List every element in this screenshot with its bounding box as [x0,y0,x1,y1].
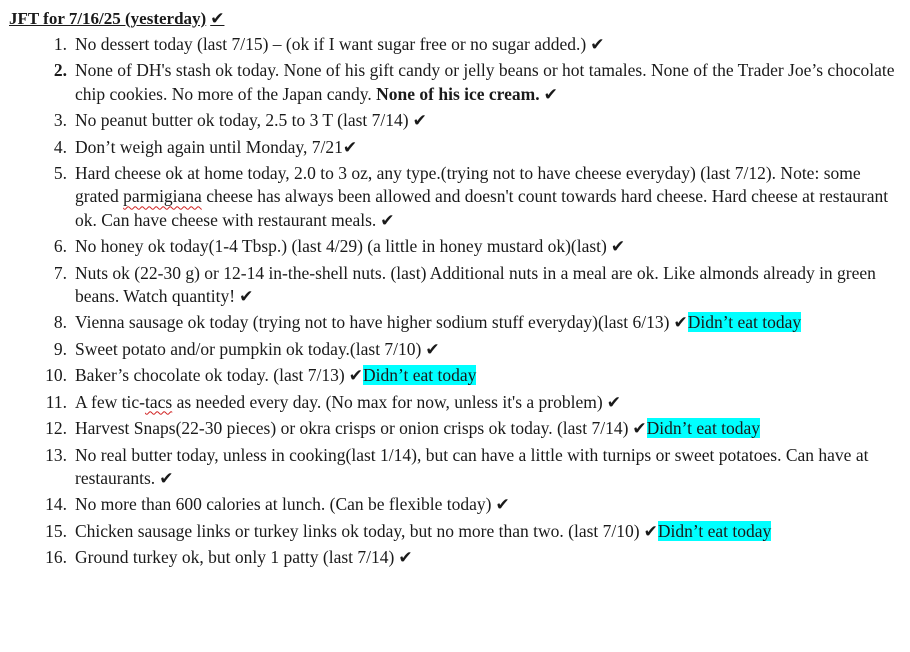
item-text-cont: cheese has always been allowed and doesn't count towards hard cheese. Hard cheese at restaurant ok. Can have cheese with restaurant meals. [75,186,889,230]
item-text-cont: as needed every day. (No max for now, unless it's a problem) [172,391,603,412]
item-text: Chicken sausage links or turkey links ok today, but no more than two. (last 7/10) [75,520,640,541]
list-item [9,262,898,310]
item-number: 8. [53,312,67,333]
item-text: Nuts ok (22-30 g) or 12-14 in-the-shell nuts. (last) Additional nuts in a meal are ok. Like almonds already in green beans. Watch quantity! [75,262,876,307]
spellcheck-word: parmigiana [123,186,202,207]
list-item [9,136,898,160]
checkmark-icon: ✔ [398,548,413,569]
item-number: 14. [45,494,67,515]
item-number: 5. [53,163,67,184]
checkmark-icon: ✔ [495,495,510,516]
item-text: Baker’s chocolate ok today. (last 7/13) [75,365,345,386]
item-number: 1. [53,34,67,54]
checkmark-icon: ✔ [673,313,688,334]
list-item [9,520,898,544]
item-number: 16. [45,547,67,568]
checkmark-icon: ✔ [342,137,358,158]
item-number: 2. [53,60,67,81]
list-item [9,59,898,107]
item-text: Sweet potato and/or pumpkin ok today.(last 7/10) [75,338,422,359]
checkmark-icon: ✔ [590,35,605,55]
item-text: None of DH's stash ok today. None of his gift candy or jelly beans or hot tamales. None of the Trader Joe’s chocolate chip cookies. No more of the Japan candy. [75,60,895,104]
item-number: 12. [45,418,67,439]
list-item [9,33,898,57]
item-number: 10. [45,365,67,386]
title-text: JFT for 7/16/25 (yesterday) [9,9,207,28]
list-item [9,546,898,570]
checkmark-icon: ✔ [159,468,174,489]
list-item [9,162,898,233]
item-text: No peanut butter ok today, 2.5 to 3 T (last 7/14) [75,110,409,131]
list-item [9,338,898,362]
item-number: 9. [53,338,67,359]
checkmark-icon: ✔ [543,84,558,105]
spellcheck-word: tacs [144,391,173,412]
item-text: No more than 600 calories at lunch. (Can be flexible today) [75,494,492,515]
item-number: 15. [45,520,67,541]
page-title [9,8,898,30]
list-item [9,364,898,388]
checkmark-icon: ✔ [412,111,427,132]
list-item [9,444,898,492]
item-number: 7. [53,262,67,283]
item-bold-text: None of his ice cream. [376,83,540,104]
checkmark-icon: ✔ [348,366,363,387]
list-item [9,311,898,335]
food-rules-list [9,33,898,571]
item-text: No honey ok today(1-4 Tbsp.) (last 4/29) (a little in honey mustard ok)(last) [75,236,607,257]
item-number: 11. [45,391,67,412]
highlighted-note: Didn’t eat today [657,520,772,541]
item-text: Don’t weigh again until Monday, 7/21 [75,136,343,157]
checkmark-icon: ✔ [632,419,647,440]
list-item [9,417,898,441]
item-text: No dessert today (last 7/15) – (ok if I want sugar free or no sugar added.) [75,34,587,54]
list-item [9,235,898,259]
item-text: No real butter today, unless in cooking(last 1/14), but can have a little with turnips or sweet potatoes. Can have at restaurants. [75,444,869,488]
checkmark-icon: ✔ [380,210,395,231]
item-text: A few tic- [75,391,145,412]
item-number: 3. [53,110,67,131]
list-item [9,493,898,517]
highlighted-note: Didn’t eat today [687,312,802,333]
highlighted-note: Didn’t eat today [646,418,761,439]
checkmark-icon: ✔ [643,521,658,542]
item-text: Ground turkey ok, but only 1 patty (last 7/14) [75,547,395,568]
item-text: Harvest Snaps(22-30 pieces) or okra crisps or onion crisps ok today. (last 7/14) [75,418,629,439]
highlighted-note: Didn’t eat today [362,365,477,386]
item-number: 4. [53,136,67,157]
list-item [9,109,898,133]
checkmark-icon: ✔ [425,339,440,360]
list-item [9,391,898,415]
item-text: Vienna sausage ok today (trying not to have higher sodium stuff everyday)(last 6/13) [75,312,670,333]
item-text: Hard cheese ok at home today, 2.0 to 3 oz, any type.(trying not to have cheese everyday) (last 7/12). Note: some grated [75,163,861,207]
checkmark-icon: ✔ [606,392,621,413]
checkmark-icon: ✔ [210,9,225,29]
item-number: 13. [45,444,67,465]
checkmark-icon: ✔ [610,237,626,258]
checkmark-icon: ✔ [239,287,254,308]
item-number: 6. [53,236,67,257]
